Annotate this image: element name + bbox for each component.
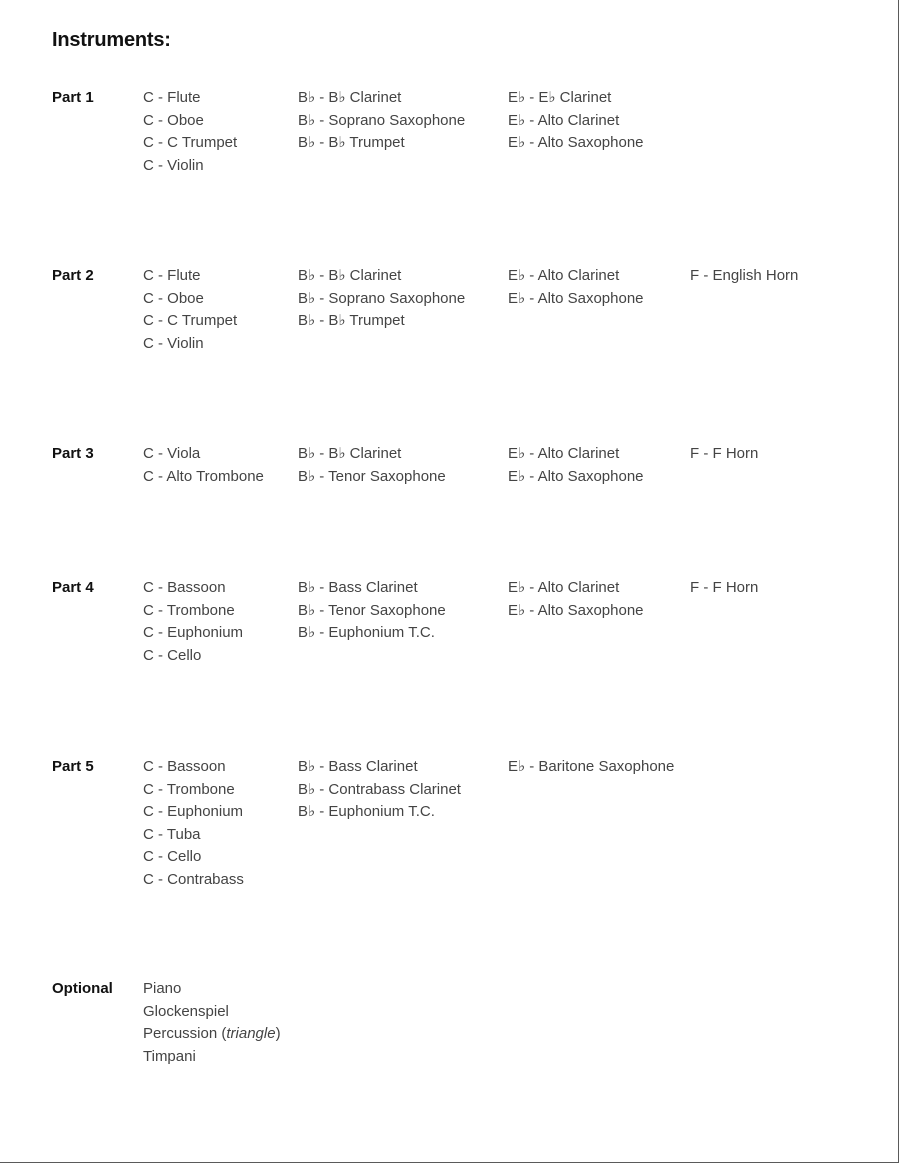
list-item: C - Trombone — [143, 780, 235, 798]
list-item: C - C Trumpet — [143, 134, 238, 151]
bflat-instruments-column — [298, 756, 461, 824]
list-item: C - Flute — [143, 267, 201, 284]
list-item: Glockenspiel — [143, 1002, 229, 1020]
list-item — [143, 1023, 281, 1046]
eflat-instruments-column — [508, 443, 644, 488]
bflat-instruments-column — [298, 443, 446, 488]
list-item: B♭ - Bass Clarinet — [298, 758, 418, 775]
list-item: E♭ - Baritone Saxophone — [508, 758, 675, 775]
part-label: Optional — [52, 980, 113, 997]
bflat-instruments-column — [298, 87, 465, 155]
list-item: E♭ - Alto Saxophone — [508, 467, 644, 485]
list-item: B♭ - B♭ Clarinet — [298, 267, 402, 284]
list-item: E♭ - Alto Clarinet — [508, 267, 620, 284]
c-instruments-column — [143, 756, 244, 891]
list-item: B♭ - Euphonium T.C. — [298, 624, 435, 641]
list-item: Piano — [143, 980, 182, 997]
list-item: C - Euphonium — [143, 803, 244, 820]
list-item: E♭ - Alto Clarinet — [508, 111, 620, 129]
list-item: C - Tuba — [143, 825, 201, 843]
list-item: B♭ - Tenor Saxophone — [298, 601, 446, 619]
list-item: C - Cello — [143, 848, 202, 865]
percussion-close-paren: ) — [275, 1025, 281, 1042]
f-instruments-column — [690, 265, 798, 288]
list-item: B♭ - B♭ Clarinet — [298, 89, 402, 106]
list-item: Timpani — [143, 1047, 196, 1065]
part-label: Part 5 — [52, 758, 94, 775]
eflat-instruments-column — [508, 577, 644, 622]
bflat-instruments-column — [298, 577, 446, 645]
c-instruments-column — [143, 577, 243, 667]
eflat-instruments-column — [508, 87, 644, 155]
part-label: Part 4 — [52, 579, 94, 596]
list-item: C - C Trumpet — [143, 312, 238, 329]
part-label: Part 2 — [52, 267, 94, 284]
list-item: C - Violin — [143, 334, 204, 352]
list-item: F - English Horn — [690, 267, 799, 284]
c-instruments-column — [143, 443, 264, 488]
part-label: Part 3 — [52, 445, 94, 462]
list-item: C - Cello — [143, 646, 202, 664]
bflat-instruments-column — [298, 265, 465, 333]
percussion-note: triangle — [226, 1025, 276, 1042]
percussion-label: Percussion ( — [143, 1025, 227, 1042]
list-item: C - Oboe — [143, 111, 204, 129]
eflat-instruments-column — [508, 265, 644, 310]
list-item: E♭ - Alto Clarinet — [508, 445, 620, 462]
list-item: F - F Horn — [690, 579, 759, 596]
list-item: B♭ - B♭ Trumpet — [298, 312, 405, 329]
f-instruments-column — [690, 577, 758, 600]
optional-instruments-column — [143, 978, 281, 1068]
list-item: C - Bassoon — [143, 579, 226, 596]
part-label: Part 1 — [52, 89, 94, 106]
list-item: B♭ - Bass Clarinet — [298, 579, 418, 596]
list-item: B♭ - Soprano Saxophone — [298, 289, 466, 307]
list-item: C - Trombone — [143, 601, 235, 619]
list-item: C - Flute — [143, 89, 201, 106]
list-item: C - Violin — [143, 156, 204, 174]
eflat-instruments-column — [508, 756, 674, 779]
list-item: E♭ - Alto Clarinet — [508, 579, 620, 596]
list-item: C - Euphonium — [143, 624, 244, 641]
c-instruments-column — [143, 87, 237, 177]
list-item: E♭ - E♭ Clarinet — [508, 89, 612, 106]
list-item: C - Contrabass — [143, 870, 244, 888]
list-item: E♭ - Alto Saxophone — [508, 601, 644, 619]
list-item: C - Viola — [143, 445, 201, 462]
f-instruments-column — [690, 443, 758, 466]
list-item: E♭ - Alto Saxophone — [508, 289, 644, 307]
list-item: B♭ - B♭ Trumpet — [298, 134, 405, 151]
list-item: B♭ - B♭ Clarinet — [298, 445, 402, 462]
list-item: E♭ - Alto Saxophone — [508, 134, 644, 151]
list-item: F - F Horn — [690, 445, 759, 462]
list-item: B♭ - Euphonium T.C. — [298, 803, 435, 820]
list-item: B♭ - Soprano Saxophone — [298, 111, 466, 129]
list-item: C - Oboe — [143, 289, 204, 307]
list-item: C - Alto Trombone — [143, 467, 264, 485]
page-title: Instruments: — [52, 29, 171, 51]
list-item: B♭ - Contrabass Clarinet — [298, 780, 461, 798]
c-instruments-column — [143, 265, 237, 355]
list-item: C - Bassoon — [143, 758, 226, 775]
list-item: B♭ - Tenor Saxophone — [298, 467, 446, 485]
